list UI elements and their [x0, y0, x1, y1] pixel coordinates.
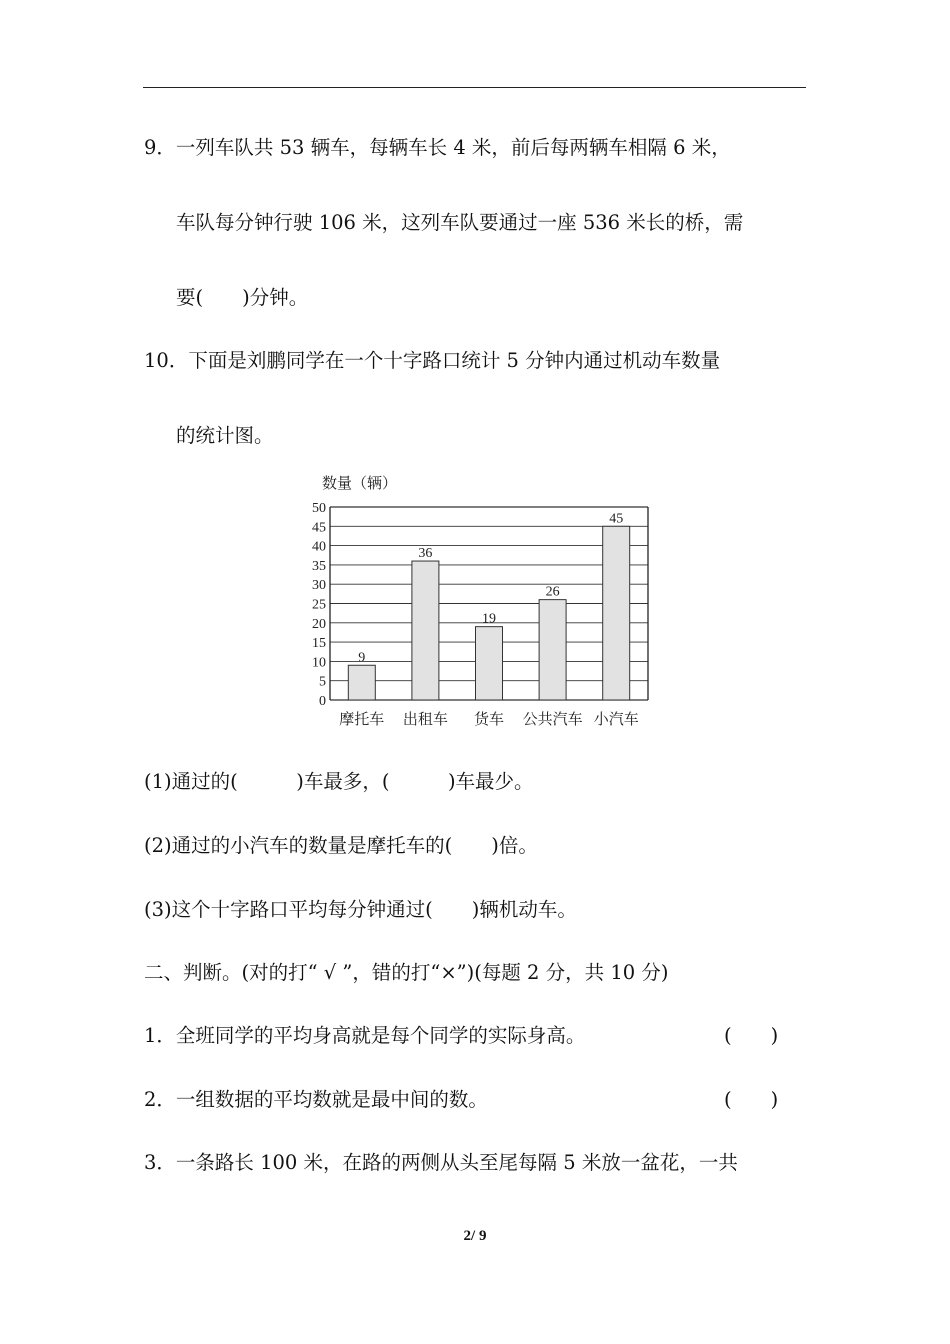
x-category-label: 出租车	[402, 712, 448, 728]
judge-item-2: 2．一组数据的平均数就是最中间的数。	[144, 1088, 488, 1111]
bar-摩托车	[348, 665, 375, 700]
bar-value-label: 36	[418, 546, 433, 562]
y-tick-label: 50	[312, 501, 326, 516]
x-category-label: 公共汽车	[522, 712, 583, 728]
bar-公共汽车	[539, 600, 566, 700]
x-category-label: 货车	[473, 712, 505, 728]
bar-货车	[476, 627, 503, 700]
judge-item-2-blank: ( )	[724, 1088, 779, 1111]
q10-sub-1: (1)通过的( )车最多，( )车最少。	[144, 770, 534, 793]
y-tick-label: 10	[312, 655, 326, 671]
bar-value-label: 45	[609, 511, 624, 527]
header-rule	[143, 87, 806, 88]
q10-line-2: 的统计图。	[176, 424, 274, 447]
bar-value-label: 26	[545, 584, 560, 600]
y-tick-label: 45	[312, 520, 326, 536]
y-tick-label: 35	[312, 558, 326, 574]
page-number: 2/ 9	[463, 1228, 487, 1244]
y-tick-label: 40	[312, 539, 326, 555]
vehicle-bar-chart	[300, 468, 660, 738]
x-category-label: 小汽车	[593, 712, 639, 728]
chart-svg	[300, 468, 660, 738]
judge-item-1: 1．全班同学的平均身高就是每个同学的实际身高。	[144, 1024, 586, 1047]
chart-y-axis-label: 数量（辆）	[322, 476, 398, 492]
section-2-heading: 二、判断。(对的打“ √ ”，错的打“×”)(每题 2 分，共 10 分)	[144, 961, 669, 984]
judge-item-1-blank: ( )	[724, 1024, 779, 1047]
q10-sub-2: (2)通过的小汽车的数量是摩托车的( )倍。	[144, 834, 538, 857]
q9-line-3: 要( )分钟。	[176, 286, 309, 309]
y-tick-label: 25	[312, 597, 326, 613]
x-category-label: 摩托车	[339, 712, 385, 728]
bar-小汽车	[603, 526, 630, 700]
q10-sub-3: (3)这个十字路口平均每分钟通过( )辆机动车。	[144, 898, 577, 921]
bar-出租车	[412, 561, 439, 700]
y-tick-label: 20	[312, 616, 326, 632]
y-tick-label: 5	[319, 674, 326, 690]
y-tick-label: 15	[312, 636, 326, 652]
bar-value-label: 9	[358, 650, 366, 666]
judge-item-3: 3．一条路长 100 米，在路的两侧从头至尾每隔 5 米放一盆花，一共	[144, 1151, 738, 1174]
y-tick-label: 30	[312, 578, 326, 594]
q9-line-2: 车队每分钟行驶 106 米，这列车队要通过一座 536 米长的桥，需	[176, 211, 744, 234]
q10-line-1: 10．下面是刘鹏同学在一个十字路口统计 5 分钟内通过机动车数量	[144, 349, 721, 372]
q9-line-1: 9．一列车队共 53 辆车，每辆车长 4 米，前后每两辆车相隔 6 米，	[144, 136, 731, 159]
bar-value-label: 19	[482, 611, 496, 627]
y-tick-label: 0	[319, 694, 326, 709]
